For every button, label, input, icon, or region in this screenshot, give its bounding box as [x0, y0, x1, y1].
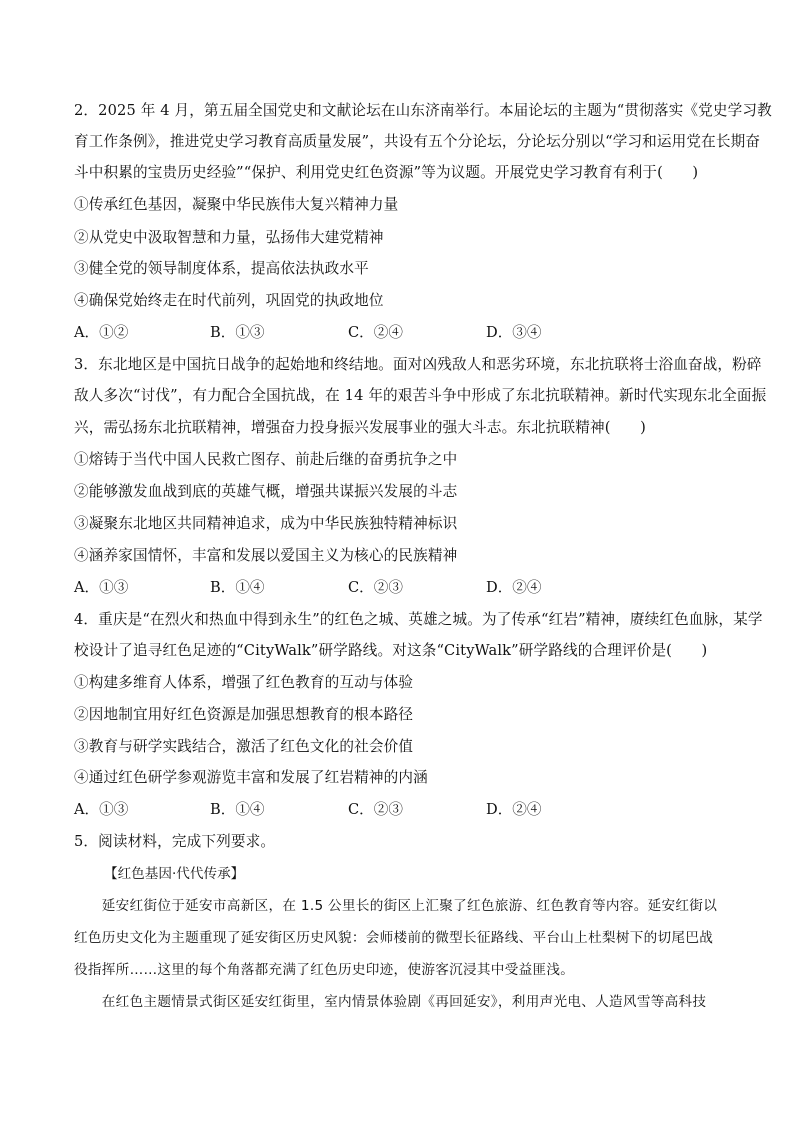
- q5-material-title: 【红色基因·代代传承】: [104, 866, 245, 882]
- q3-item-2: ②能够激发血战到底的英雄气概，增强共谋振兴发展的斗志: [74, 483, 458, 500]
- q2-option-b[interactable]: B．①③: [210, 324, 265, 341]
- q2-stem-line-3: 斗中积累的宝贵历史经验”“保护、利用党史红色资源”等为议题。开展党史学习教育有利于( ): [74, 164, 699, 181]
- q4-option-a[interactable]: A．①③: [74, 801, 129, 818]
- q2-item-1: ①传承红色基因，凝聚中华民族伟大复兴精神力量: [74, 196, 399, 213]
- q3-option-b[interactable]: B．①④: [210, 579, 265, 596]
- q3-option-c[interactable]: C．②③: [348, 579, 403, 596]
- q5-material-line-3: 役指挥所……这里的每个角落都充满了红色历史印迹，使游客沉浸其中受益匪浅。: [74, 962, 575, 978]
- q2-stem-line-2: 育工作条例》，推进党史学习教育高质量发展”，共设有五个分论坛，分论坛分别以“学习和运用党在长期奋: [74, 133, 761, 150]
- q3-option-d[interactable]: D．②④: [486, 579, 542, 596]
- q3-stem-line-1: 3．东北地区是中国抗日战争的起始地和终结地。面对凶残敌人和恶劣环境，东北抗联将士浴血奋战，粉碎: [74, 356, 762, 373]
- q3-stem-line-3: 兴，需弘扬东北抗联精神，增强奋力投身振兴发展事业的强大斗志。东北抗联精神( ): [74, 419, 646, 436]
- q3-option-a[interactable]: A．①③: [74, 579, 129, 596]
- q2-stem-line-1: 2．2025 年 4 月，第五届全国党史和文献论坛在山东济南举行。本届论坛的主题为“贯彻落实《党史学习教: [74, 102, 772, 119]
- q4-item-1: ①构建多维育人体系，增强了红色教育的互动与体验: [74, 674, 414, 691]
- q3-options: [74, 578, 724, 598]
- q2-item-2: ②从党史中汲取智慧和力量，弘扬伟大建党精神: [74, 229, 384, 246]
- q2-item-3: ③健全党的领导制度体系，提高依法执政水平: [74, 260, 369, 277]
- q2-option-d[interactable]: D．③④: [486, 324, 542, 341]
- q2-option-c[interactable]: C．②④: [348, 324, 403, 341]
- q4-item-2: ②因地制宜用好红色资源是加强思想教育的根本路径: [74, 706, 414, 723]
- q4-option-c[interactable]: C．②③: [348, 801, 403, 818]
- q4-option-b[interactable]: B．①④: [210, 801, 265, 818]
- q4-options: [74, 800, 724, 820]
- q4-item-4: ④通过红色研学参观游览丰富和发展了红岩精神的内涵: [74, 769, 428, 786]
- q4-stem-line-2: 校设计了追寻红色足迹的“CityWalk”研学路线。对这条“CityWalk”研学路线的合理评价是( ): [74, 642, 708, 659]
- q3-item-4: ④涵养家国情怀，丰富和发展以爱国主义为核心的民族精神: [74, 547, 458, 564]
- q3-item-1: ①熔铸于当代中国人民救亡图存、前赴后继的奋勇抗争之中: [74, 451, 458, 468]
- q2-options: [74, 323, 724, 343]
- q5-material-line-1: 延安红街位于延安市高新区，在 1.5 公里长的街区上汇聚了红色旅游、红色教育等内容。延安红街以: [74, 898, 718, 914]
- q3-item-3: ③凝聚东北地区共同精神追求，成为中华民族独特精神标识: [74, 515, 458, 532]
- q3-stem-line-2: 敌人多次“讨伐”，有力配合全国抗战，在 14 年的艰苦斗争中形成了东北抗联精神。新时代实现东北全面振: [74, 387, 767, 404]
- q5-material-line-4: 在红色主题情景式街区延安红街里，室内情景体验剧《再回延安》，利用声光电、人造风雪等高科技: [74, 994, 707, 1010]
- q5-stem: 5．阅读材料，完成下列要求。: [74, 833, 276, 850]
- q2-item-4: ④确保党始终走在时代前列，巩固党的执政地位: [74, 292, 384, 309]
- q4-stem-line-1: 4．重庆是“在烈火和热血中得到永生”的红色之城、英雄之城。为了传承“红岩”精神，赓续红色血脉，某学: [74, 611, 763, 628]
- q5-material-line-2: 红色历史文化为主题重现了延安街区历史风貌：会师楼前的微型长征路线、平台山上杜梨树下的切尾巴战: [74, 930, 714, 946]
- q4-option-d[interactable]: D．②④: [486, 801, 542, 818]
- q4-item-3: ③教育与研学实践结合，激活了红色文化的社会价值: [74, 738, 414, 755]
- q2-option-a[interactable]: A．①②: [74, 324, 129, 341]
